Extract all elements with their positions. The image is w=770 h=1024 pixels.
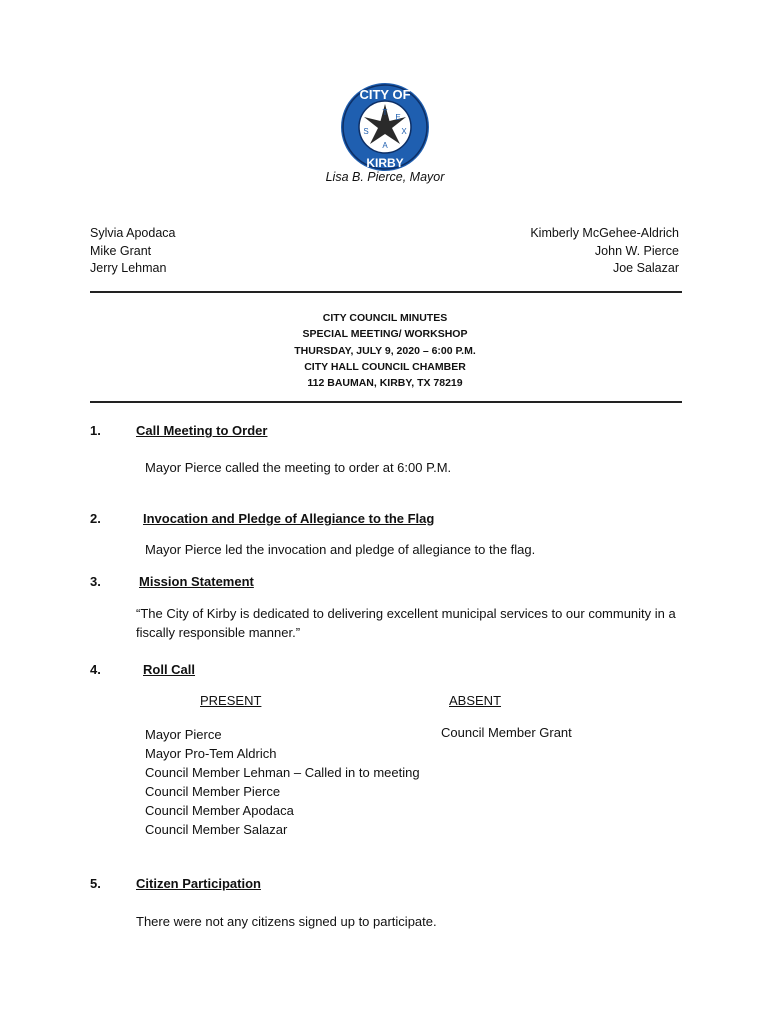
council-members-left (90, 225, 175, 278)
item-body: Mayor Pierce called the meeting to order at 6:00 P.M. (145, 460, 452, 475)
present-list (145, 725, 420, 839)
council-members-right (530, 225, 679, 278)
item-title: Call Meeting to Order (136, 423, 268, 438)
mayor-name: Lisa B. Pierce, Mayor (325, 170, 445, 184)
svg-text:S: S (363, 127, 369, 136)
svg-text:X: X (401, 127, 407, 136)
present-header: PRESENT (200, 693, 262, 708)
item-title: Roll Call (143, 662, 196, 677)
meeting-header (0, 310, 770, 391)
council-member-name: Jerry Lehman (90, 261, 167, 275)
item-title: Mission Statement (139, 574, 254, 589)
header-line: 112 BAUMAN, KIRBY, TX 78219 (307, 377, 463, 390)
absent-member: Council Member Grant (441, 725, 572, 740)
item-number: 2. (90, 511, 101, 526)
header-line: CITY COUNCIL MINUTES (322, 312, 448, 324)
svg-text:CITY OF: CITY OF (359, 87, 411, 102)
present-member: Council Member Pierce (145, 784, 281, 799)
present-member: Council Member Lehman – Called in to meeting (145, 765, 420, 780)
header-line: SPECIAL MEETING/ WORKSHOP (302, 328, 468, 341)
divider-bottom (90, 401, 682, 403)
item-title: Citizen Participation (136, 876, 261, 891)
council-member-name: Sylvia Apodaca (90, 226, 176, 240)
present-member: Council Member Apodaca (145, 803, 294, 818)
present-member: Mayor Pro-Tem Aldrich (145, 746, 277, 761)
item-number: 4. (90, 662, 101, 677)
svg-text:T: T (382, 108, 388, 117)
svg-text:KIRBY: KIRBY (366, 156, 404, 170)
divider-top (90, 291, 682, 293)
absent-header: ABSENT (449, 693, 502, 708)
header-line: THURSDAY, JULY 9, 2020 – 6:00 P.M. (294, 344, 476, 357)
item-number: 1. (90, 423, 101, 438)
present-member: Council Member Salazar (145, 822, 288, 837)
item-body: There were not any citizens signed up to participate. (136, 914, 437, 929)
council-member-name: Joe Salazar (612, 261, 679, 275)
svg-text:E: E (395, 113, 401, 122)
city-seal-logo (340, 82, 430, 172)
mission-statement: “The City of Kirby is dedicated to delivering excellent municipal services to our community in a fiscally responsible manner.” (136, 606, 676, 640)
council-member-name: John W. Pierce (594, 243, 679, 258)
item-body: Mayor Pierce led the invocation and pledge of allegiance to the flag. (145, 542, 536, 557)
item-number: 5. (90, 876, 101, 891)
header-line: CITY HALL COUNCIL CHAMBER (304, 360, 466, 373)
council-member-name: Mike Grant (90, 243, 152, 258)
item-title: Invocation and Pledge of Allegiance to the Flag (143, 511, 435, 526)
svg-text:A: A (382, 141, 388, 150)
council-member-name: Kimberly McGehee-Aldrich (530, 226, 679, 240)
item-number: 3. (90, 574, 101, 589)
present-member: Mayor Pierce (145, 727, 222, 742)
